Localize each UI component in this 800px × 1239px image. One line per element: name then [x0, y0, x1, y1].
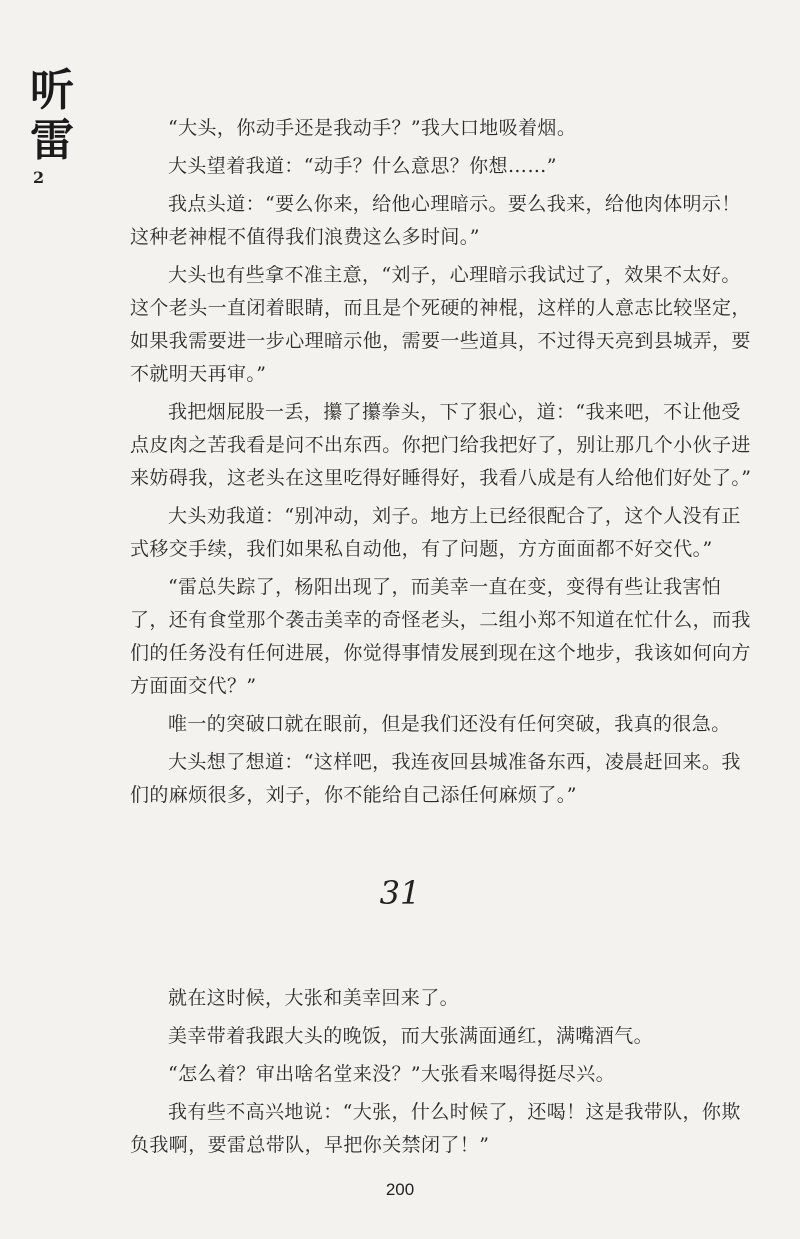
- book-title-vertical: [22, 66, 82, 166]
- chapter-heading: 31: [379, 874, 421, 912]
- paragraph: 大头也有些拿不准主意，“刘子，心理暗示我试过了，效果不太好。这个老头一直闭着眼睛，而且是个死硬的神棍，这样的人意志比较坚定，如果我需要进一步心理暗示他，需要一些道具，不过得天亮到县城弄，要不就明天再审。”: [130, 264, 751, 385]
- page-number: 200: [385, 1180, 415, 1199]
- book-title-char: 雷: [30, 115, 74, 166]
- body-text-section-1: [130, 112, 760, 817]
- paragraph: 我点头道：“要么你来，给他心理暗示。要么我来，给他肉体明示！这种老神棍不值得我们浪费这么多时间。”: [130, 193, 741, 248]
- paragraph: “怎么着？审出啥名堂来没？”大张看来喝得挺尽兴。: [168, 1063, 616, 1085]
- paragraph: 就在这时候，大张和美幸回来了。: [168, 987, 460, 1009]
- paragraph: 大头望着我道：“动手？什么意思？你想……”: [168, 155, 557, 177]
- paragraph: “大头，你动手还是我动手？”我大口地吸着烟。: [168, 117, 577, 139]
- volume-number: 2: [33, 168, 45, 187]
- paragraph: 大头想了想道：“这样吧，我连夜回县城准备东西，凌晨赶回来。我们的麻烦很多，刘子，你不能给自己添任何麻烦了。”: [130, 751, 741, 806]
- paragraph: 我有些不高兴地说：“大张，什么时候了，还喝！这是我带队，你欺负我啊，要雷总带队，早把你关禁闭了！”: [130, 1101, 741, 1156]
- body-text-section-2: [130, 982, 760, 1167]
- paragraph: 美幸带着我跟大头的晚饭，而大张满面通红，满嘴酒气。: [168, 1025, 654, 1047]
- paragraph: 大头劝我道：“别冲动，刘子。地方上已经很配合了，这个人没有正式移交手续，我们如果私自动他，有了问题，方方面面都不好交代。”: [130, 505, 741, 560]
- paragraph: 唯一的突破口就在眼前，但是我们还没有任何突破，我真的很急。: [168, 713, 731, 735]
- book-title-char: 听: [30, 65, 74, 116]
- paragraph: 我把烟屁股一丢，攥了攥拳头，下了狠心，道：“我来吧，不让他受点皮肉之苦我看是问不出东西。你把门给我把好了，别让那几个小伙子进来妨碍我，这老头在这里吃得好睡得好，我看八成是有人给他们好处了。”: [130, 401, 752, 489]
- paragraph: “雷总失踪了，杨阳出现了，而美幸一直在变，变得有些让我害怕了，还有食堂那个袭击美幸的奇怪老头，二组小郑不知道在忙什么，而我们的任务没有任何进展，你觉得事情发展到现在这个地步，我该如何向方方面面交代？”: [130, 576, 751, 697]
